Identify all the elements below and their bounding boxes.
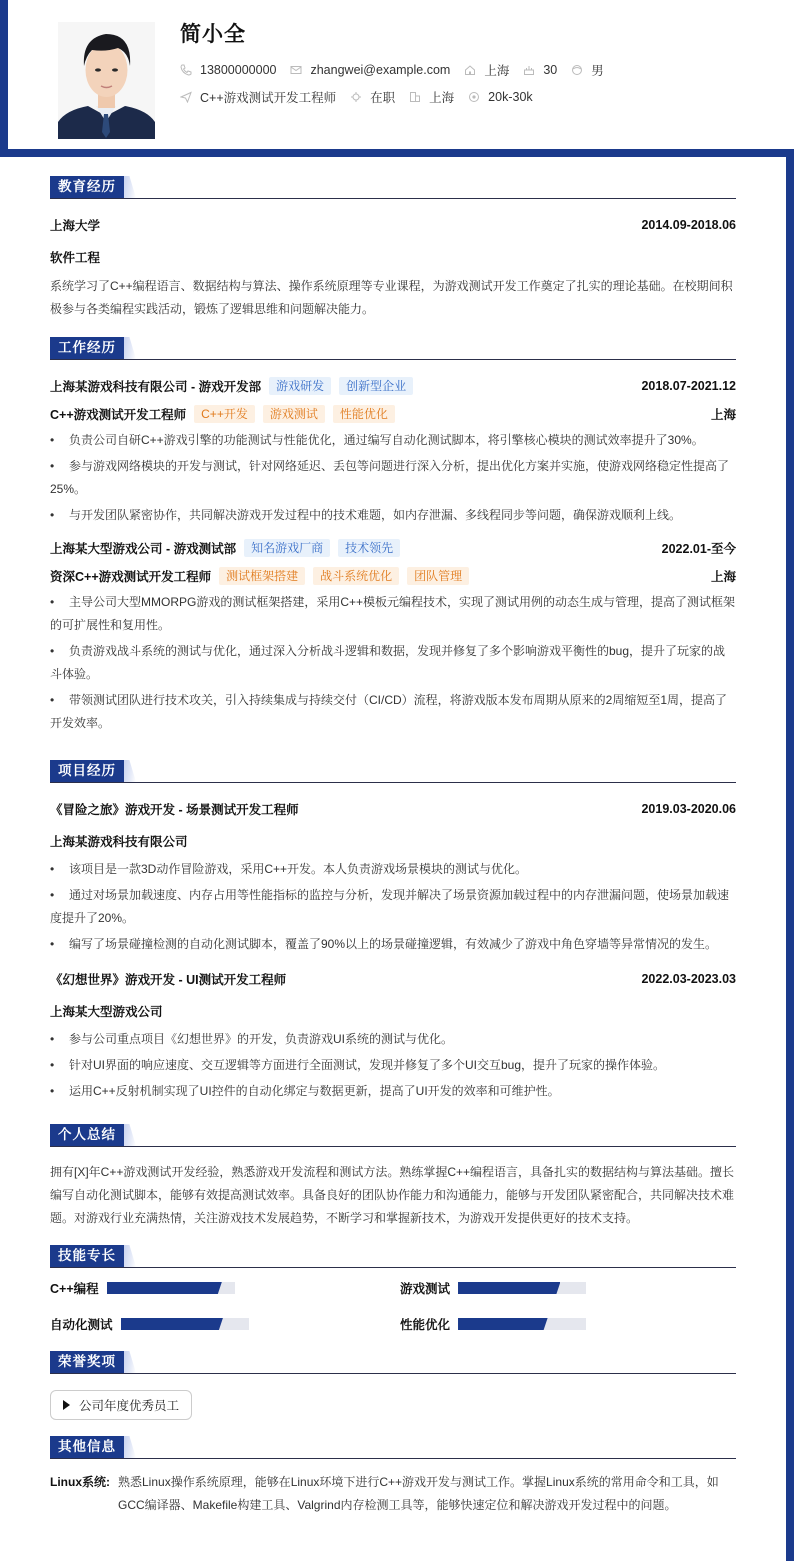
gender-icon bbox=[571, 64, 583, 76]
bullet-item: • 该项目是一款3D动作冒险游戏，采用C++开发。本人负责游戏场景模块的测试与优化。 bbox=[50, 862, 528, 876]
awards-section bbox=[50, 1351, 736, 1420]
status-icon bbox=[350, 91, 362, 103]
project-company-row bbox=[50, 832, 736, 850]
section-title: 技能专长 bbox=[50, 1245, 124, 1267]
role-tag: 游戏测试 bbox=[263, 405, 325, 423]
frame-header-bar bbox=[0, 149, 794, 157]
section-header bbox=[50, 1124, 736, 1147]
phone-item bbox=[180, 63, 276, 77]
skill-bar bbox=[121, 1318, 249, 1330]
section-header bbox=[50, 1351, 736, 1374]
section-header bbox=[50, 176, 736, 199]
skill-bar-fill bbox=[458, 1282, 560, 1294]
education-description: 系统学习了C++编程语言、数据结构与算法、操作系统原理等专业课程，为游戏测试开发工作奠定了扎实的理论基础。在校期间积极参与各类编程实践活动，锻炼了逻辑思维和问题解决能力。 bbox=[50, 279, 733, 316]
project-name: 《幻想世界》游戏开发 - UI测试开发工程师 bbox=[50, 973, 287, 987]
target-city-text: 上海 bbox=[429, 91, 455, 105]
project-item bbox=[50, 800, 736, 956]
resume-body bbox=[50, 176, 736, 1517]
role-tag: 测试框架搭建 bbox=[219, 567, 305, 585]
location-text: 上海 bbox=[484, 64, 510, 78]
other-info-label: Linux系统: bbox=[50, 1475, 110, 1489]
section-title: 教育经历 bbox=[50, 176, 124, 198]
phone-text: 13800000000 bbox=[200, 63, 277, 77]
email-text: zhangwei@example.com bbox=[310, 63, 451, 77]
phone-icon bbox=[180, 64, 192, 76]
company-tag: 技术领先 bbox=[338, 539, 400, 557]
major: 软件工程 bbox=[50, 251, 101, 265]
bullet-item: • 针对UI界面的响应速度、交互逻辑等方面进行全面测试，发现并修复了多个UI交互bug，提升了玩家的操作体验。 bbox=[50, 1058, 666, 1072]
job-status-item bbox=[350, 88, 395, 106]
project-company-row bbox=[50, 1002, 736, 1020]
education-section bbox=[50, 176, 736, 321]
email-item bbox=[290, 63, 450, 77]
skill-bar bbox=[107, 1282, 235, 1294]
cake-icon bbox=[523, 64, 535, 76]
project-period: 2022.03-2023.03 bbox=[641, 972, 736, 986]
award-item[interactable] bbox=[50, 1390, 192, 1420]
section-header bbox=[50, 337, 736, 360]
work-bullets bbox=[50, 429, 736, 527]
section-title: 个人总结 bbox=[50, 1124, 124, 1146]
bullet-item: • 参与游戏网络模块的开发与测试，针对网络延迟、丢包等问题进行深入分析，提出优化方案并实施，使游戏网络稳定性提高了25%。 bbox=[50, 459, 730, 496]
bullet-item: • 编写了场景碰撞检测的自动化测试脚本，覆盖了90%以上的场景碰撞逻辑，有效减少了游戏中角色穿墙等异常情况的发生。 bbox=[50, 937, 718, 951]
skill-item bbox=[50, 1315, 400, 1333]
section-title: 项目经历 bbox=[50, 760, 124, 782]
role-title: C++游戏测试开发工程师 bbox=[50, 408, 187, 422]
role-tag: C++开发 bbox=[194, 405, 255, 423]
salary-icon bbox=[468, 91, 480, 103]
education-period: 2014.09-2018.06 bbox=[641, 218, 736, 232]
frame-right-strip bbox=[786, 149, 794, 1561]
skill-label: C++编程 bbox=[50, 1282, 99, 1296]
company-row bbox=[50, 539, 736, 557]
skill-bar bbox=[458, 1282, 586, 1294]
job-intent-row bbox=[180, 88, 547, 106]
summary-text: 拥有[X]年C++游戏测试开发经验，熟悉游戏开发流程和测试方法。熟练掌握C++编程语言，具备扎实的数据结构与算法基础。擅长编写自动化测试脚本，能够有效提高测试效率。具备良好的团队协作能力和沟通能力，能够与开发团队紧密配合，共同解决技术难题。对游戏行业充满热情，关注游戏技术发展趋势，不断学习和掌握新技术，为游戏开发提供更好的技术支持。 bbox=[50, 1165, 735, 1225]
skill-item bbox=[50, 1279, 400, 1297]
project-item bbox=[50, 970, 736, 1103]
bullet-item: • 负责公司自研C++游戏引擎的功能测试与性能优化，通过编写自动化测试脚本，将引擎核心模块的测试效率提升了30%。 bbox=[50, 433, 704, 447]
role-title: 资深C++游戏测试开发工程师 bbox=[50, 570, 212, 584]
job-status-text: 在职 bbox=[370, 91, 396, 105]
bullet-item: • 主导公司大型MMORPG游戏的测试框架搭建，采用C++模板元编程技术，实现了测试用例的动态生成与管理，提高了测试框架的可扩展性和复用性。 bbox=[50, 595, 736, 632]
award-label: 公司年度优秀员工 bbox=[79, 1399, 180, 1413]
work-period: 2018.07-2021.12 bbox=[641, 379, 736, 393]
role-row bbox=[50, 405, 736, 423]
candidate-name: 简小全 bbox=[180, 23, 246, 46]
section-title: 工作经历 bbox=[50, 337, 124, 359]
project-name: 《冒险之旅》游戏开发 - 场景测试开发工程师 bbox=[50, 803, 299, 817]
section-header bbox=[50, 760, 736, 783]
home-icon bbox=[464, 64, 476, 76]
expected-salary-item bbox=[468, 90, 532, 104]
age-text: 30 bbox=[543, 63, 558, 77]
project-period: 2019.03-2020.06 bbox=[641, 802, 736, 816]
skill-label: 游戏测试 bbox=[400, 1282, 451, 1296]
skill-bar-fill bbox=[458, 1318, 548, 1330]
role-tag: 性能优化 bbox=[333, 405, 395, 423]
work-location: 上海 bbox=[710, 408, 736, 422]
bullet-item: • 通过对场景加载速度、内存占用等性能指标的监控与分析，发现并解决了场景资源加载过程中的内存泄漏问题，使场景加载速度提升了20%。 bbox=[50, 888, 730, 925]
skill-bar bbox=[458, 1318, 586, 1330]
bullet-item: • 运用C++反射机制实现了UI控件的自动化绑定与数据更新，提高了UI开发的效率和可维护性。 bbox=[50, 1084, 560, 1098]
role-tag: 团队管理 bbox=[407, 567, 469, 585]
project-company: 上海某大型游戏公司 bbox=[50, 1005, 163, 1019]
company-name: 上海某游戏科技有限公司 - 游戏开发部 bbox=[50, 380, 262, 394]
section-title: 荣誉奖项 bbox=[50, 1351, 124, 1373]
school-name: 上海大学 bbox=[50, 219, 101, 233]
section-header bbox=[50, 1245, 736, 1268]
mail-icon bbox=[290, 64, 302, 76]
project-company: 上海某游戏科技有限公司 bbox=[50, 835, 188, 849]
skill-label: 自动化测试 bbox=[50, 1318, 113, 1332]
other-info-row bbox=[50, 1471, 736, 1517]
skill-item bbox=[400, 1315, 736, 1333]
education-row bbox=[50, 216, 736, 234]
other-section bbox=[50, 1436, 736, 1517]
target-city-item bbox=[409, 88, 454, 106]
company-tag: 游戏研发 bbox=[269, 377, 331, 395]
work-bullets bbox=[50, 591, 736, 735]
gender-item bbox=[571, 61, 604, 79]
work-section bbox=[50, 337, 736, 735]
age-item bbox=[523, 63, 557, 77]
skills-grid bbox=[50, 1279, 736, 1333]
skill-bar-fill bbox=[107, 1282, 222, 1294]
bullet-item: • 带领测试团队进行技术攻关，引入持续集成与持续交付（CI/CD）流程，将游戏版本发布周期从原来的2周缩短至1周，提高了开发效率。 bbox=[50, 693, 728, 730]
project-bullets bbox=[50, 1028, 736, 1103]
role-tag: 战斗系统优化 bbox=[313, 567, 399, 585]
company-tag: 创新型企业 bbox=[339, 377, 413, 395]
summary-section bbox=[50, 1124, 736, 1230]
section-header bbox=[50, 1436, 736, 1459]
gender-text: 男 bbox=[591, 64, 604, 78]
project-row bbox=[50, 970, 736, 988]
contact-row bbox=[180, 61, 618, 79]
company-tag: 知名游戏厂商 bbox=[244, 539, 330, 557]
frame-left-strip bbox=[0, 0, 8, 150]
building-icon bbox=[409, 91, 421, 103]
resume-header bbox=[8, 0, 794, 149]
project-row bbox=[50, 800, 736, 818]
work-item bbox=[50, 377, 736, 527]
expected-salary-text: 20k-30k bbox=[488, 90, 533, 104]
target-position-text: C++游戏测试开发工程师 bbox=[200, 91, 337, 105]
project-bullets bbox=[50, 858, 736, 956]
location-item bbox=[464, 61, 509, 79]
work-location: 上海 bbox=[710, 570, 736, 584]
role-row bbox=[50, 567, 736, 585]
bullet-item: • 负责游戏战斗系统的测试与优化，通过深入分析战斗逻辑和数据，发现并修复了多个影响游戏平衡性的bug，提升了玩家的战斗体验。 bbox=[50, 644, 726, 681]
skill-label: 性能优化 bbox=[400, 1318, 451, 1332]
skills-section bbox=[50, 1245, 736, 1333]
work-item bbox=[50, 539, 736, 735]
skill-bar-fill bbox=[121, 1318, 223, 1330]
bullet-item: • 参与公司重点项目《幻想世界》的开发，负责游戏UI系统的测试与优化。 bbox=[50, 1032, 454, 1046]
avatar bbox=[58, 22, 155, 139]
work-period: 2022.01-至今 bbox=[661, 542, 736, 556]
target-position-item bbox=[180, 88, 336, 106]
other-info-text: 熟悉Linux操作系统原理，能够在Linux环境下进行C++游戏开发与测试工作。掌握Linux系统的常用命令和工具，如GCC编译器、Makefile构建工具、Valgrind内存检测工具等，能够快速定位和解决游戏开发过程中的问题。 bbox=[118, 1475, 719, 1512]
send-icon bbox=[180, 91, 192, 103]
major-row bbox=[50, 248, 736, 266]
projects-section bbox=[50, 760, 736, 1103]
company-row bbox=[50, 377, 736, 395]
skill-item bbox=[400, 1279, 736, 1297]
bullet-item: • 与开发团队紧密协作，共同解决游戏开发过程中的技术难题，如内存泄漏、多线程同步等问题，确保游戏顺利上线。 bbox=[50, 508, 682, 522]
expand-triangle-icon bbox=[63, 1400, 70, 1410]
company-name: 上海某大型游戏公司 - 游戏测试部 bbox=[50, 542, 237, 556]
section-title: 其他信息 bbox=[50, 1436, 124, 1458]
